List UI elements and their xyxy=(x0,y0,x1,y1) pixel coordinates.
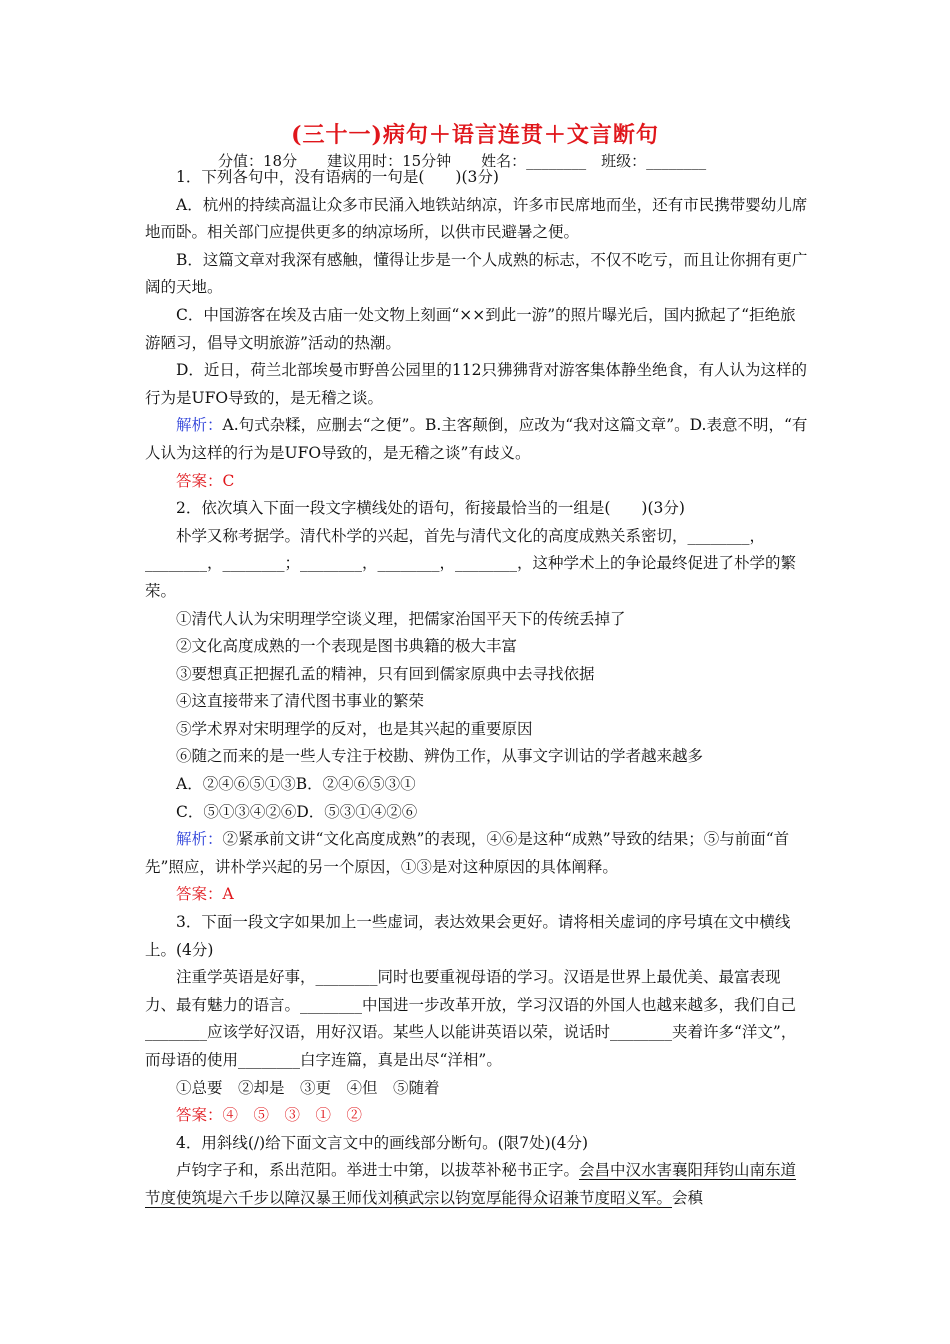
q2-passage: 朴学又称考据学。清代朴学的兴起，首先与清代文化的高度成熟关系密切，________，________，________；________，________，________，这种学术上的争论最终促进了朴学的繁荣。 xyxy=(145,526,797,600)
q1-answer: 答案：C xyxy=(176,471,235,490)
q2-analysis-text: ②紧承前文讲“文化高度成熟”的表现，④⑥是这种“成熟”导致的结果；⑤与前面“首先”照应，讲朴学兴起的另一个原因，①③是对这种原因的具体阐释。 xyxy=(145,830,790,876)
q3-answer: 答案：④ ⑤ ③ ① ② xyxy=(176,1106,363,1125)
q4-passage-plain: 卢钧字子和，系出范阳。举进士中第，以拔萃补秘书正字。 xyxy=(176,1161,580,1180)
exam-meta: 分值：18分 建议用时：15分钟 姓名：________ 班级：________ xyxy=(218,152,707,170)
q3-options: ①总要 ②却是 ③更 ④但 ⑤随着 xyxy=(176,1078,440,1097)
q2-option-b: B．②④⑥⑤③① xyxy=(295,775,416,794)
q1-option-d: D．近日，荷兰北部埃曼市野兽公园里的112只狒狒背对游客集体静坐绝食，有人认为这样的行为是UFO导致的，是无稽之谈。 xyxy=(145,361,808,407)
q2-options-ab xyxy=(145,771,810,799)
q1-analysis-text: A.句式杂糅，应删去“之便”。B.主客颠倒，应改为“我对这篇文章”。D.表意不明，“有人认为这样的行为是UFO导致的，是无稽之谈”有歧义。 xyxy=(145,416,808,462)
q4-passage-tail: 会稹 xyxy=(672,1188,704,1207)
q4-passage xyxy=(145,1157,810,1212)
page-title: (三十一)病句＋语言连贯＋文言断句 xyxy=(291,122,659,148)
q2-options-cd xyxy=(145,799,810,827)
q2-item-5: ⑤学术界对宋明理学的反对，也是其兴起的重要原因 xyxy=(176,719,533,738)
q2-answer: 答案：A xyxy=(176,885,234,904)
q4-stem: 4．用斜线(/)给下面文言文中的画线部分断句。(限7处)(4分) xyxy=(176,1133,589,1152)
q2-item-1: ①清代人认为宋明理学空谈义理，把儒家治国平天下的传统丢掉了 xyxy=(176,609,626,628)
q2-stem: 2．依次填入下面一段文字横线处的语句，衔接最恰当的一组是( )(3分) xyxy=(176,499,685,518)
q3-stem: 3．下面一段文字如果加上一些虚词，表达效果会更好。请将相关虚词的序号填在文中横线上。(4分) xyxy=(145,913,791,959)
q4-passage-underlined: 会昌中汉水害襄阳拜钧山南东道节度使筑堤六千步以障汉暴王师伐刘稹武宗以钧宽厚能得众诏兼节度昭义军。 xyxy=(145,1161,797,1207)
q1-analysis-label: 解析： xyxy=(176,416,223,435)
exam-content xyxy=(145,164,810,1213)
q2-analysis-label: 解析： xyxy=(176,830,223,849)
q2-item-4: ④这直接带来了清代图书事业的繁荣 xyxy=(176,692,425,711)
q1-option-c: C．中国游客在埃及古庙一处文物上刻画“××到此一游”的照片曝光后，国内掀起了“拒绝旅游陋习，倡导文明旅游”活动的热潮。 xyxy=(145,305,796,352)
q2-item-3: ③要想真正把握孔孟的精神，只有回到儒家原典中去寻找依据 xyxy=(176,664,595,683)
q1-option-b: B．这篇文章对我深有感触，懂得让步是一个人成熟的标志，不仅不吃亏，而且让你拥有更广阔的天地。 xyxy=(145,250,808,297)
q2-analysis xyxy=(145,826,810,881)
q1-stem: 1．下列各句中，没有语病的一句是( )(3分) xyxy=(176,168,499,186)
q1-option-a: A．杭州的持续高温让众多市民涌入地铁站纳凉，许多市民席地而坐，还有市民携带婴幼儿席地而卧。相关部门应提供更多的纳凉场所，以供市民避暑之便。 xyxy=(145,195,808,242)
q1-analysis xyxy=(145,412,810,467)
q2-option-a: A．②④⑥⑤①③ xyxy=(176,775,296,794)
q2-item-6: ⑥随之而来的是一些人专注于校勘、辨伪工作，从事文字训诂的学者越来越多 xyxy=(176,747,704,766)
q2-option-c: C．⑤①③④②⑥ xyxy=(176,802,297,821)
q2-option-d: D．⑤③①④②⑥ xyxy=(296,802,418,821)
q3-passage: 注重学英语是好事，________同时也要重视母语的学习。汉语是世界上最优美、最富表现力、最有魅力的语言。________中国进一步改革开放，学习汉语的外国人也越来越多，我们自己________应该学好汉语，用好汉语。某些人以能讲英语以荣，说话时________夹着许多“洋文”，而母语的使用________白字连篇，真是出尽“洋相”。 xyxy=(145,968,797,1069)
q2-item-2: ②文化高度成熟的一个表现是图书典籍的极大丰富 xyxy=(176,637,518,656)
